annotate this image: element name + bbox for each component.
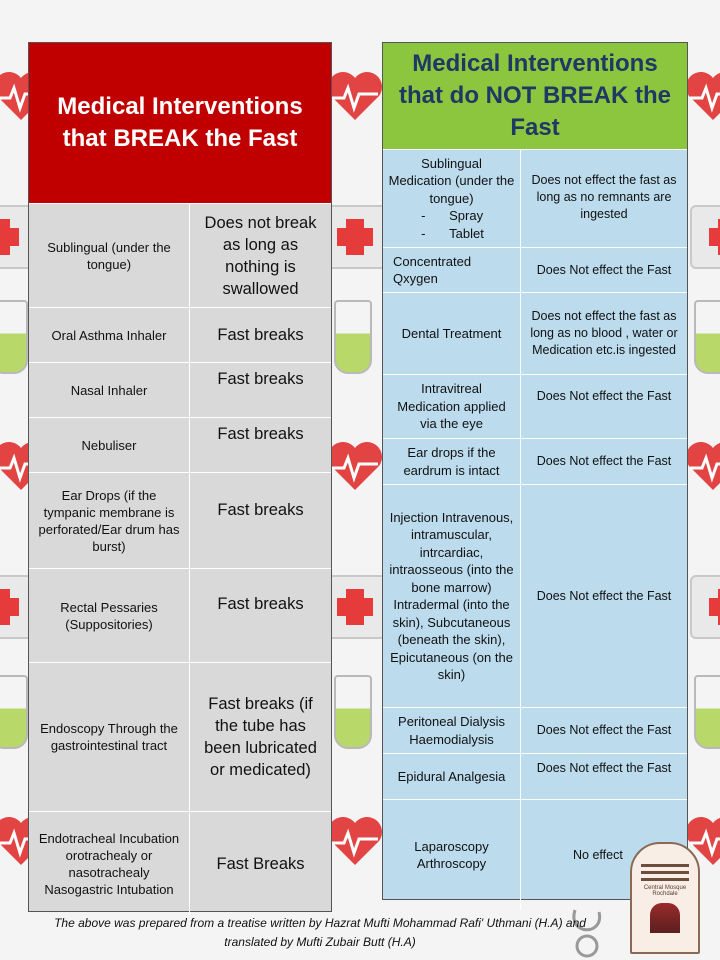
intervention-cell: Nasal Inhaler [29,363,190,417]
effect-cell: Does Not effect the Fast [536,454,672,468]
intervention-cell: Laparoscopy Arthroscopy [383,800,521,910]
table-row [29,363,331,418]
flask-icon [0,675,28,749]
table-row [383,754,687,800]
table-row [29,663,331,812]
mosque-logo [630,842,700,954]
effect-cell: Fast breaks [217,595,304,613]
first-aid-kit-icon [690,205,720,269]
table-row [383,150,687,248]
intervention-label: Sublingual Medication (under the tongue) [388,155,515,206]
intervention-cell: Endoscopy Through the gastrointestinal tract [29,663,190,811]
list-item: - Tablet [419,225,484,243]
effect-cell: Fast Breaks [216,854,305,873]
intervention-cell: Concentrated Qxygen [383,248,521,292]
effect-cell: Fast breaks [217,326,304,344]
effect-cell: Does not break as long as nothing is swallowed [204,213,317,298]
list-item: - Spray [419,207,484,225]
heart-icon [684,70,720,122]
table-row [29,308,331,363]
table-row [29,812,331,915]
effect-cell: Fast breaks (if the tube has been lubricated or medicated) [204,695,317,779]
effect-cell: Does Not effect the Fast [536,262,672,277]
attribution-footer: The above was prepared from a treatise written by Hazrat Mufti Mohammad Rafi' Uthmani (H.A) and translated by Mufti Zubair Butt (H.A) [54,916,586,949]
intervention-cell: Ear drops if the eardrum is intact [383,439,521,484]
intervention-cell: Epidural Analgesia [383,754,521,799]
flask-icon [334,675,372,749]
intervention-cell: Peritoneal Dialysis Haemodialysis [383,708,521,753]
intervention-cell: Dental Treatment [383,293,521,374]
intervention-cell [383,150,521,247]
sub-list [419,207,484,242]
flask-icon [0,300,28,374]
table-row [383,439,687,485]
table-row [383,708,687,754]
flask-icon [334,300,372,374]
break-fast-title: Medical Interventions that BREAK the Fast [29,43,331,204]
effect-cell: Fast breaks [217,501,304,519]
effect-cell: Fast breaks [217,370,304,388]
intervention-cell: Endotracheal Incubation orotrachealy or nasotrachealy Nasogastric Intubation [29,812,190,915]
heart-icon [326,815,384,867]
table-row [383,375,687,439]
mosque-icon [650,903,680,933]
logo-text: Central Mosque Rochdale [643,885,687,897]
effect-cell: Does not effect the fast as long as no blood , water or Medication etc.is ingested [530,309,678,357]
effect-cell: Does Not effect the Fast [536,588,672,603]
not-break-fast-table [382,42,688,900]
intervention-cell: Sublingual (under the tongue) [29,204,190,307]
first-aid-kit-icon [690,575,720,639]
intervention-cell: Injection Intravenous, intramuscular, intrcardiac, intraosseous (into the bone marrow) Intradermal (into the skin), Subcutaneous (beneath the skin), Epicutaneous (on the skin) [383,485,521,707]
intervention-cell: Rectal Pessaries (Suppositories) [29,569,190,662]
effect-cell: No effect [573,847,623,862]
table-row [29,204,331,308]
effect-cell: Does Not effect the Fast [536,389,672,403]
effect-cell: Fast breaks [217,425,304,443]
table-row [383,293,687,375]
table-row [383,485,687,708]
effect-cell: Does Not effect the Fast [536,723,672,737]
heart-icon [684,440,720,492]
table-row [29,473,331,569]
intervention-cell: Nebuliser [29,418,190,472]
break-fast-table [28,42,332,912]
heart-icon [326,70,384,122]
not-break-fast-title: Medical Interventions that do NOT BREAK the Fast [383,43,687,150]
table-row [383,248,687,293]
flask-icon [694,300,720,374]
table-row [29,418,331,473]
intervention-cell: Intravitreal Medication applied via the eye [383,375,521,438]
heart-icon [326,440,384,492]
effect-cell: Does not effect the fast as long as no remnants are ingested [531,173,677,221]
table-row [29,569,331,663]
flask-icon [694,675,720,749]
intervention-cell: Oral Asthma Inhaler [29,308,190,362]
intervention-cell: Ear Drops (if the tympanic membrane is perforated/Ear drum has burst) [29,473,190,568]
effect-cell: Does Not effect the Fast [536,761,672,775]
